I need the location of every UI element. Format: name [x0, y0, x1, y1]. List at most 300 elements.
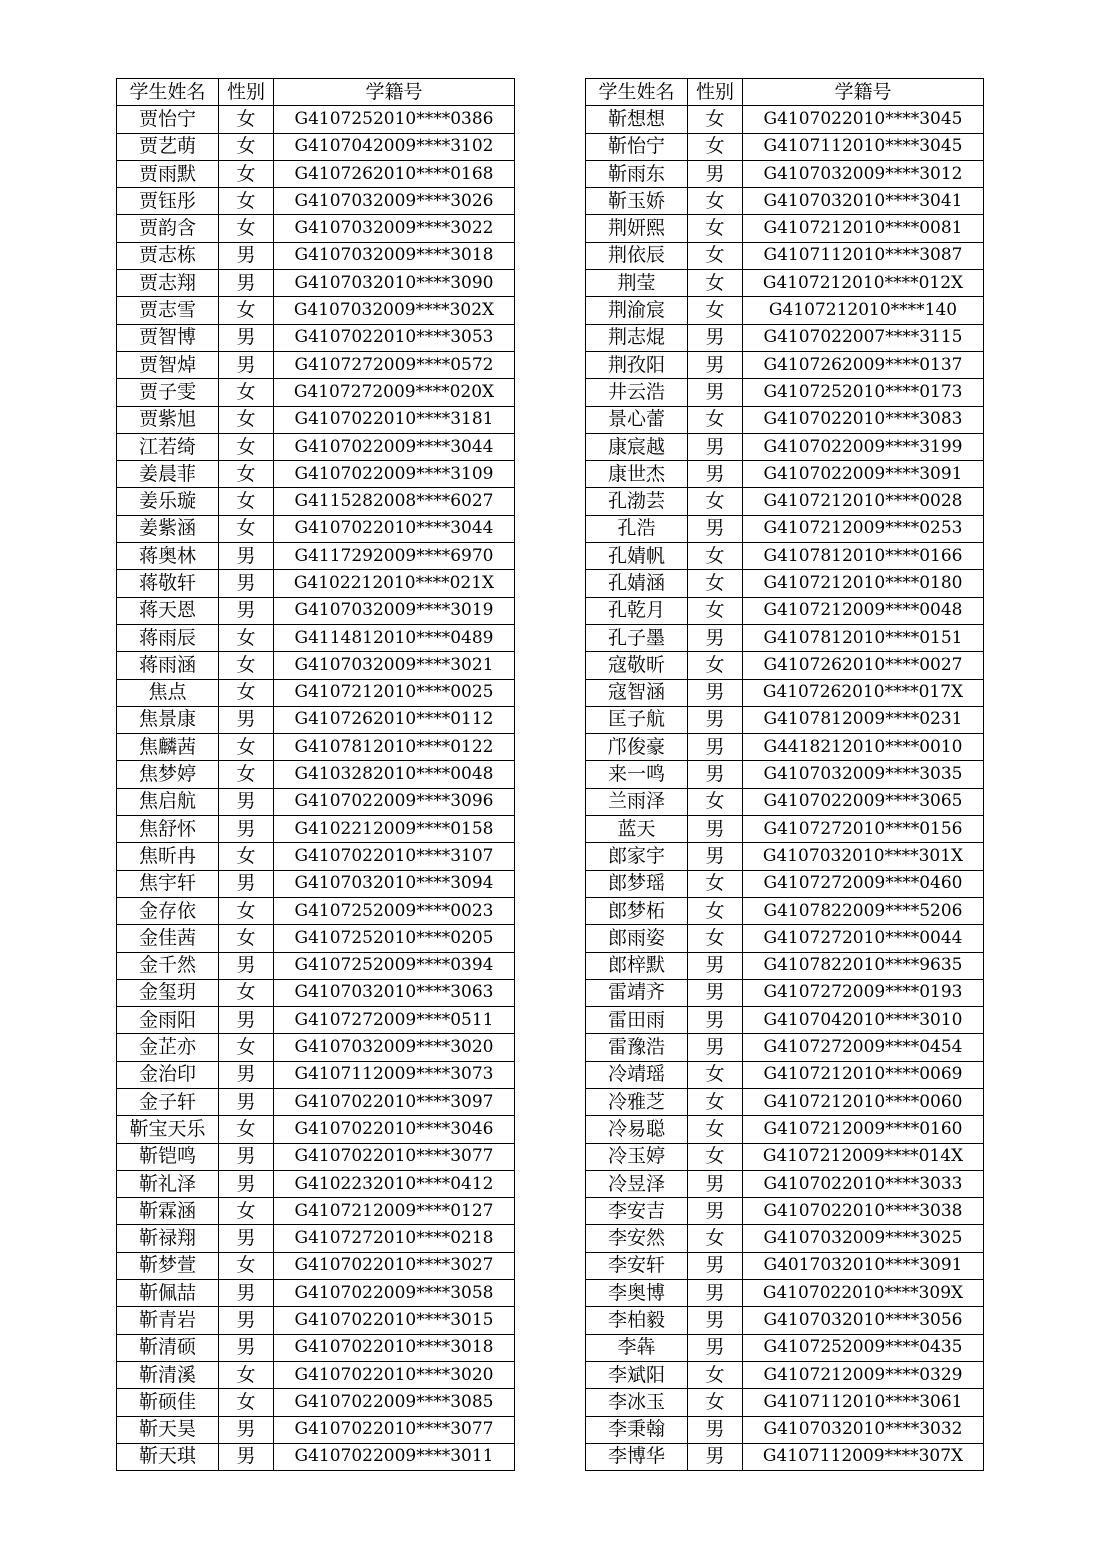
- student-id-cell: G4107212010****0180: [743, 570, 984, 597]
- table-row: [117, 133, 515, 160]
- student-name-cell: 孔子墨: [586, 624, 688, 651]
- table-row: [586, 706, 984, 733]
- student-id-cell: G4107112010****3087: [743, 242, 984, 269]
- gender-cell: 女: [688, 897, 743, 924]
- gender-cell: 男: [219, 543, 274, 570]
- student-name-cell: 李秉翰: [586, 1416, 688, 1443]
- student-id-cell: G4107212010****0081: [743, 215, 984, 242]
- student-name-cell: 贾志栋: [117, 242, 219, 269]
- student-id-cell: G4107022009****3058: [274, 1280, 515, 1307]
- gender-cell: 男: [219, 1225, 274, 1252]
- student-name-cell: 靳想想: [586, 106, 688, 133]
- table-row: [586, 488, 984, 515]
- table-row: [117, 952, 515, 979]
- student-id-cell: G4107252009****0023: [274, 897, 515, 924]
- student-id-cell: G4107032009****3035: [743, 761, 984, 788]
- student-id-cell: G4107822009****5206: [743, 897, 984, 924]
- student-id-cell: G4107812010****0151: [743, 624, 984, 651]
- table-row: [117, 570, 515, 597]
- student-name-cell: 兰雨泽: [586, 788, 688, 815]
- table-header-row: [117, 79, 515, 106]
- gender-cell: 男: [688, 433, 743, 460]
- table-row: [586, 788, 984, 815]
- student-name-cell: 金芷亦: [117, 1034, 219, 1061]
- student-id-cell: G4107032009****3019: [274, 597, 515, 624]
- student-id-cell: G4107032009****3018: [274, 242, 515, 269]
- student-id-cell: G4107022010****3107: [274, 843, 515, 870]
- table-row: [586, 952, 984, 979]
- table-row: [586, 1389, 984, 1416]
- table-row: [586, 270, 984, 297]
- student-name-cell: 靳宝天乐: [117, 1116, 219, 1143]
- student-name-cell: 金玺玥: [117, 979, 219, 1006]
- student-name-cell: 贾钰彤: [117, 188, 219, 215]
- student-id-cell: G4107212009****014X: [743, 1143, 984, 1170]
- gender-cell: 女: [688, 570, 743, 597]
- student-id-cell: G4115282008****6027: [274, 488, 515, 515]
- table-row: [586, 624, 984, 651]
- gender-cell: 男: [688, 706, 743, 733]
- student-id-cell: G4107022010****3045: [743, 106, 984, 133]
- student-name-cell: 贾紫旭: [117, 406, 219, 433]
- student-name-cell: 寇敬昕: [586, 652, 688, 679]
- table-row: [586, 1361, 984, 1388]
- gender-cell: 男: [688, 734, 743, 761]
- table-row: [586, 679, 984, 706]
- gender-cell: 男: [688, 324, 743, 351]
- student-name-cell: 郎雨姿: [586, 925, 688, 952]
- student-id-cell: G4107032009****3020: [274, 1034, 515, 1061]
- student-name-cell: 郎梓默: [586, 952, 688, 979]
- student-id-cell: G4107042010****3010: [743, 1007, 984, 1034]
- student-id-cell: G4107032010****3032: [743, 1416, 984, 1443]
- gender-cell: 男: [219, 1280, 274, 1307]
- student-id-cell: G4107112010****3045: [743, 133, 984, 160]
- gender-cell: 男: [219, 242, 274, 269]
- student-id-cell: G4107212010****0028: [743, 488, 984, 515]
- gender-cell: 女: [219, 106, 274, 133]
- student-name-cell: 李安然: [586, 1225, 688, 1252]
- student-name-cell: 邝俊豪: [586, 734, 688, 761]
- table-row: [117, 106, 515, 133]
- student-id-cell: G4107022010****3046: [274, 1116, 515, 1143]
- student-name-cell: 郎梦柘: [586, 897, 688, 924]
- table-row: [117, 1061, 515, 1088]
- gender-cell: 男: [219, 1061, 274, 1088]
- student-name-cell: 金雨阳: [117, 1007, 219, 1034]
- gender-cell: 女: [219, 188, 274, 215]
- student-name-cell: 靳天昊: [117, 1416, 219, 1443]
- student-name-cell: 郎家宇: [586, 843, 688, 870]
- student-name-cell: 李冰玉: [586, 1389, 688, 1416]
- student-id-cell: G4107022009****3096: [274, 788, 515, 815]
- gender-cell: 男: [688, 1334, 743, 1361]
- gender-cell: 男: [219, 1007, 274, 1034]
- gender-cell: 男: [219, 870, 274, 897]
- gender-cell: 男: [688, 952, 743, 979]
- table-row: [117, 515, 515, 542]
- table-row: [117, 979, 515, 1006]
- table-row: [117, 1170, 515, 1197]
- table-row: [586, 897, 984, 924]
- gender-cell: 男: [688, 843, 743, 870]
- gender-cell: 男: [219, 788, 274, 815]
- student-id-cell: G4107212009****0160: [743, 1116, 984, 1143]
- gender-cell: 女: [688, 488, 743, 515]
- student-name-cell: 靳雨东: [586, 160, 688, 187]
- student-id-cell: G4107022010****309X: [743, 1280, 984, 1307]
- table-row: [117, 543, 515, 570]
- gender-cell: 女: [688, 133, 743, 160]
- student-id-cell: G4107272009****0572: [274, 351, 515, 378]
- student-id-cell: G4107262010****0112: [274, 706, 515, 733]
- student-name-cell: 靳玉娇: [586, 188, 688, 215]
- gender-cell: 女: [219, 488, 274, 515]
- student-id-cell: G4114812010****0489: [274, 624, 515, 651]
- gender-cell: 女: [688, 1116, 743, 1143]
- gender-cell: 男: [219, 570, 274, 597]
- student-name-cell: 孔浩: [586, 515, 688, 542]
- student-name-cell: 郎梦瑶: [586, 870, 688, 897]
- gender-cell: 女: [688, 188, 743, 215]
- table-row: [117, 870, 515, 897]
- gender-cell: 男: [219, 1307, 274, 1334]
- gender-cell: 女: [688, 270, 743, 297]
- table-row: [586, 652, 984, 679]
- student-name-cell: 靳佩喆: [117, 1280, 219, 1307]
- student-name-cell: 蒋雨辰: [117, 624, 219, 651]
- student-name-cell: 李奥博: [586, 1280, 688, 1307]
- gender-cell: 男: [219, 597, 274, 624]
- student-name-cell: 李安轩: [586, 1252, 688, 1279]
- student-id-cell: G4107022009****3085: [274, 1389, 515, 1416]
- table-row: [117, 1280, 515, 1307]
- student-name-cell: 姜乐璇: [117, 488, 219, 515]
- table-row: [586, 1280, 984, 1307]
- student-name-cell: 金存依: [117, 897, 219, 924]
- table-row: [117, 461, 515, 488]
- student-id-cell: G4107822010****9635: [743, 952, 984, 979]
- table-row: [117, 379, 515, 406]
- gender-cell: 男: [219, 1088, 274, 1115]
- table-row: [586, 1170, 984, 1197]
- gender-cell: 女: [688, 215, 743, 242]
- gender-cell: 男: [688, 1280, 743, 1307]
- student-id-cell: G4107812010****0166: [743, 543, 984, 570]
- table-row: [586, 1252, 984, 1279]
- gender-cell: 男: [219, 351, 274, 378]
- student-name-cell: 靳礼泽: [117, 1170, 219, 1197]
- gender-cell: 女: [688, 652, 743, 679]
- student-name-cell: 焦点: [117, 679, 219, 706]
- table-row: [117, 1198, 515, 1225]
- gender-cell: 男: [688, 816, 743, 843]
- student-name-cell: 靳禄翔: [117, 1225, 219, 1252]
- student-id-cell: G4107812010****0122: [274, 734, 515, 761]
- gender-cell: 男: [219, 952, 274, 979]
- student-id-cell: G4107022010****3077: [274, 1143, 515, 1170]
- student-name-cell: 冷易聪: [586, 1116, 688, 1143]
- table-row: [117, 1361, 515, 1388]
- gender-cell: 男: [688, 515, 743, 542]
- student-id-cell: G4107022009****3109: [274, 461, 515, 488]
- student-id-cell: G4107272009****0511: [274, 1007, 515, 1034]
- student-id-cell: G4107212010****0025: [274, 679, 515, 706]
- student-id-cell: G4107212010****012X: [743, 270, 984, 297]
- gender-cell: 女: [219, 679, 274, 706]
- gender-cell: 女: [688, 1389, 743, 1416]
- gender-cell: 女: [219, 1252, 274, 1279]
- table-row: [586, 106, 984, 133]
- student-name-cell: 孔婧帆: [586, 543, 688, 570]
- table-row: [586, 1116, 984, 1143]
- gender-cell: 女: [219, 761, 274, 788]
- student-id-cell: G4107252010****0173: [743, 379, 984, 406]
- student-id-cell: G4107112010****3061: [743, 1389, 984, 1416]
- table-row: [117, 324, 515, 351]
- student-name-cell: 贾艺萌: [117, 133, 219, 160]
- header-student-id: 学籍号: [274, 79, 515, 106]
- student-name-cell: 孔渤芸: [586, 488, 688, 515]
- gender-cell: 女: [219, 433, 274, 460]
- student-id-cell: G4107252009****0435: [743, 1334, 984, 1361]
- student-name-cell: 蒋雨涵: [117, 652, 219, 679]
- table-row: [117, 706, 515, 733]
- table-row: [117, 1416, 515, 1443]
- student-id-cell: G4107032010****301X: [743, 843, 984, 870]
- student-name-cell: 贾志翔: [117, 270, 219, 297]
- student-name-cell: 蒋奥林: [117, 543, 219, 570]
- gender-cell: 女: [219, 133, 274, 160]
- header-student-id: 学籍号: [743, 79, 984, 106]
- table-row: [586, 379, 984, 406]
- student-name-cell: 景心蕾: [586, 406, 688, 433]
- student-id-cell: G4107032010****3056: [743, 1307, 984, 1334]
- gender-cell: 男: [219, 816, 274, 843]
- student-name-cell: 荆志焜: [586, 324, 688, 351]
- table-row: [586, 351, 984, 378]
- student-name-cell: 荆依辰: [586, 242, 688, 269]
- student-id-cell: G4107022009****3091: [743, 461, 984, 488]
- student-name-cell: 靳天琪: [117, 1443, 219, 1470]
- student-id-cell: G4107022009****3199: [743, 433, 984, 460]
- student-name-cell: 贾韵含: [117, 215, 219, 242]
- student-id-cell: G4107212009****0048: [743, 597, 984, 624]
- student-name-cell: 李斌阳: [586, 1361, 688, 1388]
- student-name-cell: 焦麟茜: [117, 734, 219, 761]
- student-name-cell: 孔乾月: [586, 597, 688, 624]
- table-body: [117, 106, 515, 1471]
- student-name-cell: 焦宇轩: [117, 870, 219, 897]
- student-id-cell: G4107272009****020X: [274, 379, 515, 406]
- student-name-cell: 焦昕冉: [117, 843, 219, 870]
- student-id-cell: G4107022010****3038: [743, 1198, 984, 1225]
- table-row: [117, 488, 515, 515]
- gender-cell: 女: [219, 215, 274, 242]
- table-row: [586, 160, 984, 187]
- student-id-cell: G4107272009****0460: [743, 870, 984, 897]
- student-name-cell: 靳硕佳: [117, 1389, 219, 1416]
- gender-cell: 女: [219, 624, 274, 651]
- gender-cell: 男: [688, 1034, 743, 1061]
- table-row: [586, 406, 984, 433]
- table-row: [586, 925, 984, 952]
- student-name-cell: 靳霖涵: [117, 1198, 219, 1225]
- student-id-cell: G4107252010****0386: [274, 106, 515, 133]
- student-id-cell: G4107272010****0044: [743, 925, 984, 952]
- table-row: [586, 979, 984, 1006]
- gender-cell: 男: [688, 1170, 743, 1197]
- student-name-cell: 雷靖齐: [586, 979, 688, 1006]
- gender-cell: 女: [688, 1088, 743, 1115]
- table-row: [586, 1007, 984, 1034]
- student-id-cell: G4107022010****3018: [274, 1334, 515, 1361]
- student-id-cell: G4107262009****0137: [743, 351, 984, 378]
- student-id-cell: G4107032009****3025: [743, 1225, 984, 1252]
- student-id-cell: G4107262010****0027: [743, 652, 984, 679]
- table-row: [586, 543, 984, 570]
- gender-cell: 男: [688, 1252, 743, 1279]
- table-row: [586, 1443, 984, 1470]
- student-id-cell: G4107032009****3021: [274, 652, 515, 679]
- student-name-cell: 冷靖瑶: [586, 1061, 688, 1088]
- table-row: [586, 461, 984, 488]
- student-id-cell: G4107272009****0454: [743, 1034, 984, 1061]
- student-name-cell: 贾雨默: [117, 160, 219, 187]
- student-name-cell: 冷昱泽: [586, 1170, 688, 1197]
- gender-cell: 女: [219, 652, 274, 679]
- student-id-cell: G4107272009****0193: [743, 979, 984, 1006]
- student-name-cell: 焦梦婷: [117, 761, 219, 788]
- student-id-cell: G4107112009****3073: [274, 1061, 515, 1088]
- table-row: [117, 215, 515, 242]
- gender-cell: 女: [219, 160, 274, 187]
- gender-cell: 女: [219, 406, 274, 433]
- student-id-cell: G4107022007****3115: [743, 324, 984, 351]
- gender-cell: 女: [688, 925, 743, 952]
- gender-cell: 女: [219, 1198, 274, 1225]
- table-row: [586, 1416, 984, 1443]
- gender-cell: 女: [219, 297, 274, 324]
- table-row: [117, 1307, 515, 1334]
- student-id-cell: G4107022010****3044: [274, 515, 515, 542]
- student-id-cell: G4107032010****3090: [274, 270, 515, 297]
- table-row: [117, 188, 515, 215]
- table-row: [586, 1307, 984, 1334]
- table-row: [586, 188, 984, 215]
- student-id-cell: G4107022009****3065: [743, 788, 984, 815]
- table-row: [586, 843, 984, 870]
- gender-cell: 女: [219, 1389, 274, 1416]
- student-id-cell: G4102232010****0412: [274, 1170, 515, 1197]
- table-row: [586, 1334, 984, 1361]
- student-name-cell: 李安吉: [586, 1198, 688, 1225]
- table-row: [586, 242, 984, 269]
- gender-cell: 女: [688, 870, 743, 897]
- student-id-cell: G4107212009****0127: [274, 1198, 515, 1225]
- table-row: [586, 515, 984, 542]
- student-name-cell: 荆妍熙: [586, 215, 688, 242]
- student-name-cell: 荆渝宸: [586, 297, 688, 324]
- table-row: [117, 1007, 515, 1034]
- gender-cell: 女: [688, 406, 743, 433]
- gender-cell: 女: [688, 1361, 743, 1388]
- student-name-cell: 李柏毅: [586, 1307, 688, 1334]
- gender-cell: 女: [688, 1061, 743, 1088]
- table-row: [117, 297, 515, 324]
- table-row: [586, 1088, 984, 1115]
- table-row: [117, 734, 515, 761]
- student-id-cell: G4107212010****140: [743, 297, 984, 324]
- table-row: [117, 761, 515, 788]
- gender-cell: 男: [688, 1007, 743, 1034]
- gender-cell: 男: [688, 351, 743, 378]
- student-id-cell: G4107812009****0231: [743, 706, 984, 733]
- table-row: [586, 215, 984, 242]
- table-row: [586, 1143, 984, 1170]
- student-id-cell: G4107212009****0253: [743, 515, 984, 542]
- gender-cell: 男: [688, 1416, 743, 1443]
- gender-cell: 男: [688, 979, 743, 1006]
- student-id-cell: G4107252010****0205: [274, 925, 515, 952]
- student-name-cell: 焦舒怀: [117, 816, 219, 843]
- student-name-cell: 贾志雪: [117, 297, 219, 324]
- gender-cell: 女: [219, 1116, 274, 1143]
- student-name-cell: 井云浩: [586, 379, 688, 406]
- table-row: [586, 1198, 984, 1225]
- student-name-cell: 靳青岩: [117, 1307, 219, 1334]
- student-id-cell: G4107022010****3027: [274, 1252, 515, 1279]
- table-row: [117, 1143, 515, 1170]
- student-id-cell: G4107262010****017X: [743, 679, 984, 706]
- table-row: [117, 270, 515, 297]
- gender-cell: 女: [688, 788, 743, 815]
- student-id-cell: G4107262010****0168: [274, 160, 515, 187]
- student-id-cell: G4107032009****3022: [274, 215, 515, 242]
- table-row: [117, 1116, 515, 1143]
- student-name-cell: 荆孜阳: [586, 351, 688, 378]
- table-row: [117, 406, 515, 433]
- table-row: [117, 1225, 515, 1252]
- table-row: [117, 160, 515, 187]
- student-name-cell: 姜紫涵: [117, 515, 219, 542]
- student-id-cell: G4107032010****3094: [274, 870, 515, 897]
- gender-cell: 女: [219, 1034, 274, 1061]
- gender-cell: 女: [688, 1143, 743, 1170]
- gender-cell: 女: [688, 1225, 743, 1252]
- gender-cell: 男: [219, 324, 274, 351]
- student-table-left: [116, 78, 515, 1471]
- student-table-right: [585, 78, 984, 1471]
- gender-cell: 女: [219, 925, 274, 952]
- gender-cell: 男: [688, 461, 743, 488]
- student-name-cell: 靳清溪: [117, 1361, 219, 1388]
- table-row: [586, 324, 984, 351]
- header-gender: 性别: [219, 79, 274, 106]
- student-id-cell: G4107042009****3102: [274, 133, 515, 160]
- student-id-cell: G4102212009****0158: [274, 816, 515, 843]
- table-header-row: [586, 79, 984, 106]
- gender-cell: 男: [219, 1170, 274, 1197]
- table-row: [586, 433, 984, 460]
- table-row: [117, 597, 515, 624]
- student-id-cell: G4107212009****0329: [743, 1361, 984, 1388]
- gender-cell: 男: [219, 1143, 274, 1170]
- student-name-cell: 雷田雨: [586, 1007, 688, 1034]
- table-row: [586, 870, 984, 897]
- student-id-cell: G4117292009****6970: [274, 543, 515, 570]
- gender-cell: 男: [688, 1307, 743, 1334]
